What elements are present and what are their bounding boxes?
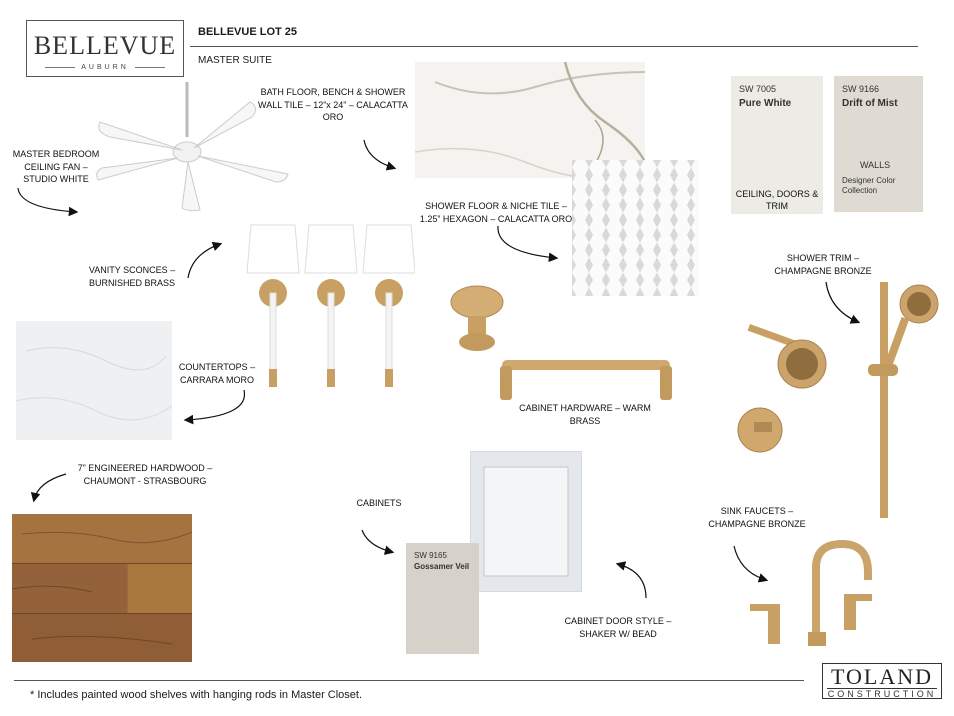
page-subtitle: MASTER SUITE xyxy=(198,55,272,66)
arrow-bath-floor xyxy=(364,140,394,168)
logo-sub: AUBURN xyxy=(27,64,183,71)
swatch-use: CEILING, DOORS & TRIM xyxy=(735,189,819,211)
swatch-name: Drift of Mist xyxy=(842,98,898,109)
swatch-name: Pure White xyxy=(739,98,792,109)
arrow-hardwood xyxy=(34,474,66,500)
arrow-sconces xyxy=(188,244,220,278)
swatch-code: SW 9166 xyxy=(842,84,880,94)
brand-sub: CONSTRUCTION xyxy=(827,689,937,699)
swatch-code: SW 7005 xyxy=(739,84,777,94)
swatch-code: SW 9165 xyxy=(414,551,447,560)
arrow-fan xyxy=(18,188,76,212)
arrow-shower-floor xyxy=(498,226,556,258)
logo-name: BELLEVUE xyxy=(33,31,177,60)
page-title: BELLEVUE LOT 25 xyxy=(198,26,298,38)
swatch-use: WALLS xyxy=(860,160,891,170)
arrow-sink-faucets xyxy=(734,546,766,580)
label-hardwood: 7” ENGINEERED HARDWOOD – CHAUMONT - STRASBOURG xyxy=(77,463,213,486)
label-bath-floor: BATH FLOOR, BENCH & SHOWER WALL TILE – 12”x 24” – CALACATTA ORO xyxy=(258,87,408,122)
label-sconces: VANITY SCONCES – BURNISHED BRASS xyxy=(88,265,176,288)
swatch-collection: Designer Color Collection xyxy=(842,176,896,195)
footer-note: * Includes painted wood shelves with hanging rods in Master Closet. xyxy=(30,689,363,701)
arrow-countertops xyxy=(186,390,245,420)
arrow-cabinets xyxy=(362,530,392,552)
swatch-name: Gossamer Veil xyxy=(414,562,470,571)
label-door-style: CABINET DOOR STYLE – SHAKER W/ BEAD xyxy=(564,616,672,639)
footer-divider xyxy=(14,680,804,681)
toland-logo xyxy=(822,663,942,699)
label-shower-trim: SHOWER TRIM – CHAMPAGNE BRONZE xyxy=(774,253,872,276)
brand-name: TOLAND xyxy=(830,664,934,689)
arrow-shower-trim xyxy=(826,282,858,322)
label-fan: MASTER BEDROOM CEILING FAN – STUDIO WHITE xyxy=(12,149,100,184)
label-hardware: CABINET HARDWARE – WARM BRASS xyxy=(519,403,651,426)
arrow-door-style xyxy=(618,564,646,598)
label-cabinets: CABINETS xyxy=(356,498,402,508)
label-shower-floor: SHOWER FLOOR & NICHE TILE – 1.25” HEXAGON – CALACATTA ORO xyxy=(419,201,573,224)
label-countertops: COUNTERTOPS – CARRARA MORO xyxy=(178,362,256,385)
label-sink-faucets: SINK FAUCETS – CHAMPAGNE BRONZE xyxy=(708,506,806,529)
